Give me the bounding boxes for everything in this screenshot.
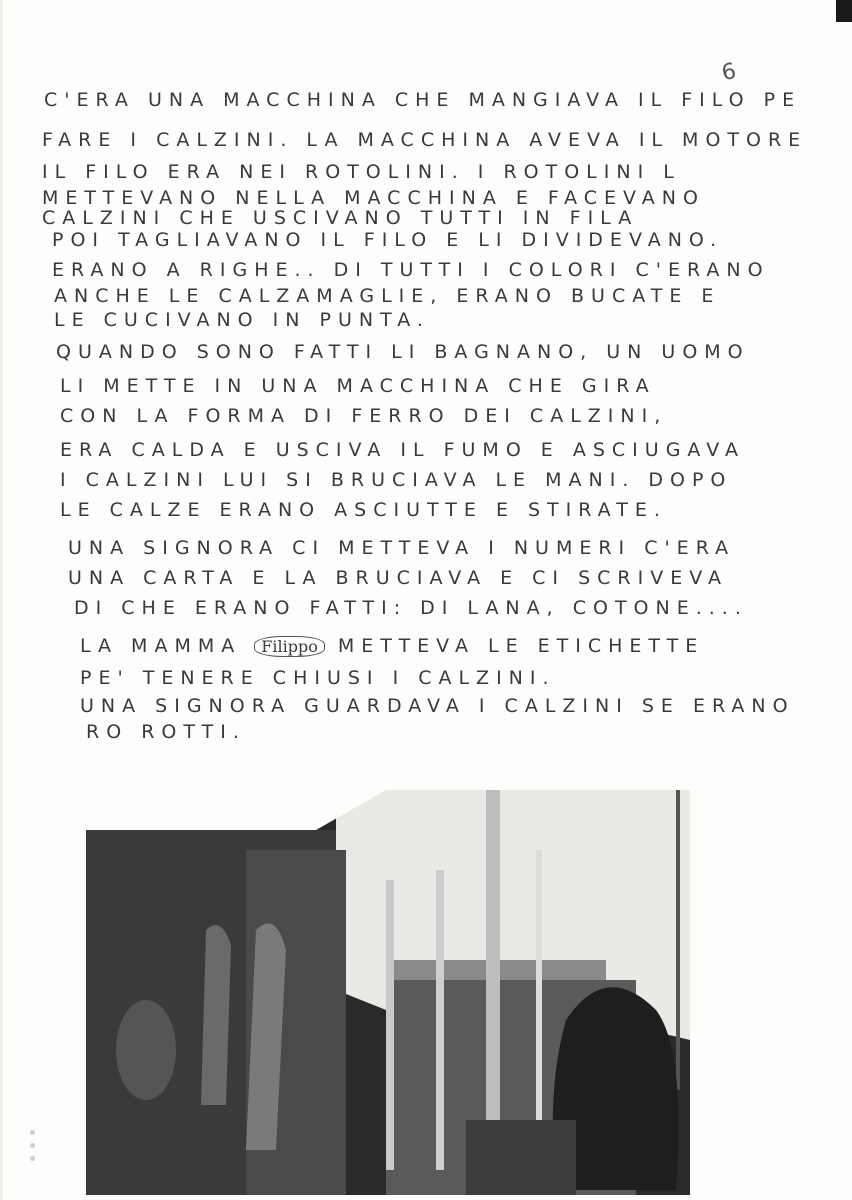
vertical-rod xyxy=(486,790,500,1130)
text-line: CON LA FORMA DI FERRO DEI CALZINI, xyxy=(60,405,668,427)
text-fragment: LA MAMMA xyxy=(80,635,255,657)
text-line: IL FILO ERA NEI ROTOLINI. I ROTOLINI L xyxy=(42,161,681,183)
text-line: LI METTE IN UNA MACCHINA CHE GIRA xyxy=(60,375,656,397)
text-line: METTEVANO NELLA MACCHINA E FACEVANO xyxy=(42,187,705,209)
vertical-rod xyxy=(536,850,542,1150)
text-line: ANCHE LE CALZAMAGLIE, ERANO BUCATE E xyxy=(54,285,721,307)
page-number: 6 xyxy=(719,58,739,87)
circled-name: Filippo xyxy=(254,636,325,657)
sock-form xyxy=(201,925,231,1105)
worker-figure xyxy=(116,1000,176,1100)
hole xyxy=(30,1143,35,1148)
text-line: QUANDO SONO FATTI LI BAGNANO, UN UOMO xyxy=(56,341,750,363)
factory-photo xyxy=(86,790,690,1195)
text-line: PE' TENERE CHIUSI I CALZINI. xyxy=(80,667,556,689)
text-line: CALZINI CHE USCIVANO TUTTI IN FILA xyxy=(42,207,639,229)
hole xyxy=(30,1156,35,1161)
text-line: UNA CARTA E LA BRUCIAVA E CI SCRIVEVA xyxy=(68,567,728,589)
vertical-rod xyxy=(386,880,394,1170)
corner-tab xyxy=(836,0,852,22)
text-line: ERANO A RIGHE.. DI TUTTI I COLORI C'ERANO xyxy=(52,259,770,281)
text-line: LE CUCIVANO IN PUNTA. xyxy=(54,309,430,331)
vertical-rod xyxy=(676,790,680,1090)
binding-holes xyxy=(30,1130,40,1170)
text-line: C'ERA UNA MACCHINA CHE MANGIAVA IL FILO PE xyxy=(44,89,802,111)
hole xyxy=(30,1130,35,1135)
text-fragment: METTEVA LE ETICHETTE xyxy=(324,635,705,657)
photo-illustration xyxy=(86,790,690,1195)
text-line: LE CALZE ERANO ASCIUTTE E STIRATE. xyxy=(60,499,667,521)
text-line: ERA CALDA E USCIVA IL FUMO E ASCIUGAVA xyxy=(60,439,745,461)
foreground-bin xyxy=(466,1120,576,1195)
text-line: I CALZINI LUI SI BRUCIAVA LE MANI. DOPO xyxy=(60,469,733,491)
text-line: UNA SIGNORA CI METTEVA I NUMERI C'ERA xyxy=(68,537,736,559)
text-line: UNA SIGNORA GUARDAVA I CALZINI SE ERANO xyxy=(80,695,795,717)
vertical-rod xyxy=(436,870,444,1170)
text-line: POI TAGLIAVANO IL FILO E LI DIVIDEVANO. xyxy=(52,229,724,251)
text-line xyxy=(80,634,704,659)
text-line: RO ROTTI. xyxy=(86,721,246,743)
text-line: DI CHE ERANO FATTI: DI LANA, COTONE.... xyxy=(74,597,748,619)
text-line: FARE I CALZINI. LA MACCHINA AVEVA IL MOTORE xyxy=(42,129,808,151)
